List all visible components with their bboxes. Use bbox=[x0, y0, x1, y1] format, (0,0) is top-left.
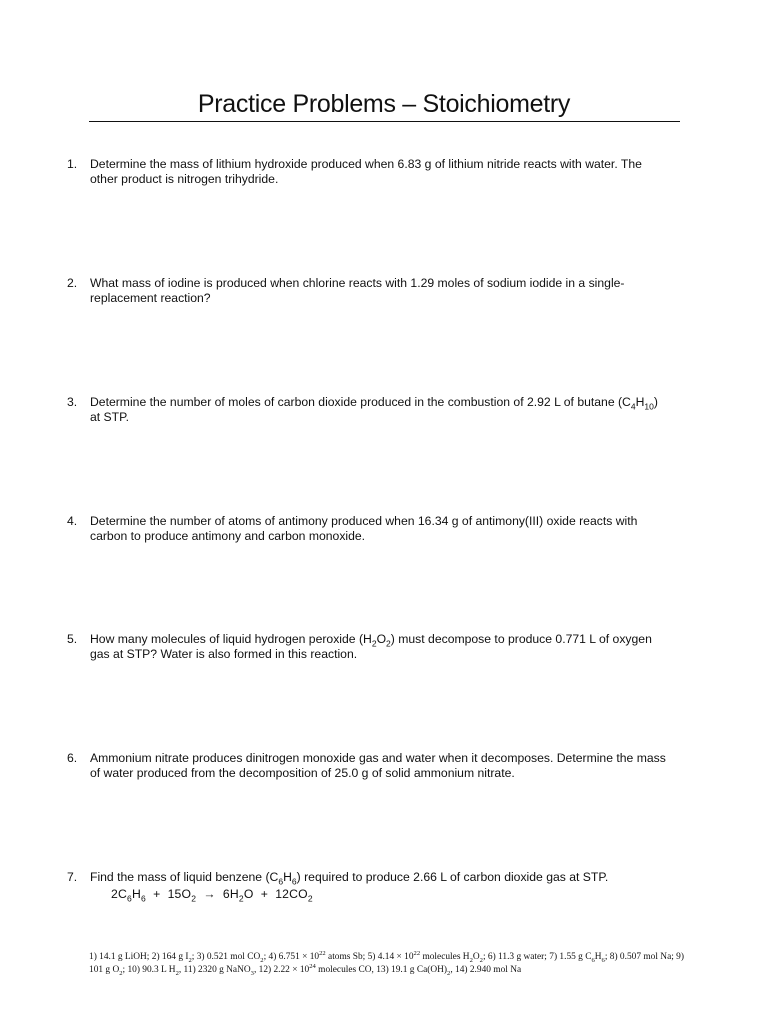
problem-1 bbox=[67, 157, 667, 187]
title-underline bbox=[89, 121, 680, 122]
problem-number: 1. bbox=[67, 157, 78, 171]
problem-4 bbox=[67, 514, 667, 544]
problem-text: How many molecules of liquid hydrogen peroxide $(H_2O_2)$ must decompose to produce 0.771 L of oxygen gas at STP? Water is also formed in this reaction. bbox=[90, 632, 652, 661]
answer-key: 1) 14.1 g LiOH; 2) 164 g $I_2$; 3) 0.521 mol $CO_2$; 4) $6.751 \times 10^{22}$ atoms Sb; 5) $4.14 \times 10^{22}$ molecules $H_2O_2$; 6) 11.3 g water; 7) 1.55 g $C_6H_6$; 8) 0.507 mol Na; 9) 101 g $O_2$; 10) 90.3 L $H_2$, 11) 2320 g NaNO$_3$, 12) $2.22 \times 10^{24}$ molecules CO, 13) 19.1 g $Ca(OH)_2$, 14) 2.940 mol Na bbox=[89, 949, 684, 977]
problem-6 bbox=[67, 751, 667, 781]
problem-text: Determine the number of atoms of antimony produced when 16.34 g of antimony(III) oxide reacts with carbon to produce antimony and carbon monoxide. bbox=[90, 514, 638, 543]
problem-text: Determine the mass of lithium hydroxide produced when 6.83 g of lithium nitride reacts with water. The other product is nitrogen trihydride. bbox=[90, 157, 642, 186]
problem-number: 6. bbox=[67, 751, 78, 765]
problem-2 bbox=[67, 276, 667, 306]
page-title: Practice Problems – Stoichiometry bbox=[197, 90, 571, 118]
problem-number: 5. bbox=[67, 632, 78, 646]
problem-3 bbox=[67, 395, 667, 425]
problem-text: Find the mass of liquid benzene $(C_6H_6)$ required to produce 2.66 L of carbon dioxide gas at STP. bbox=[90, 870, 609, 887]
problem-text: What mass of iodine is produced when chlorine reacts with 1.29 moles of sodium iodide in a single-replacement reaction? bbox=[90, 276, 625, 305]
problem-text: Ammonium nitrate produces dinitrogen monoxide gas and water when it decomposes. Determine the mass of water produced from the decomposition of 25.0 g of solid ammonium nitrate. bbox=[90, 751, 666, 780]
chemical-equation: $2C_6H_6 + 15O_2 \to 6H_2O + 12CO_2$ bbox=[111, 887, 313, 904]
problem-number: 2. bbox=[67, 276, 78, 290]
problem-text: Determine the number of moles of carbon dioxide produced in the combustion of 2.92 L of butane $(C_4H_{10})$ at STP. bbox=[90, 395, 658, 424]
problem-number: 3. bbox=[67, 395, 78, 409]
problem-number: 4. bbox=[67, 514, 78, 528]
problem-7 bbox=[67, 870, 667, 885]
problem-5 bbox=[67, 632, 667, 662]
problem-number: 7. bbox=[67, 870, 78, 884]
